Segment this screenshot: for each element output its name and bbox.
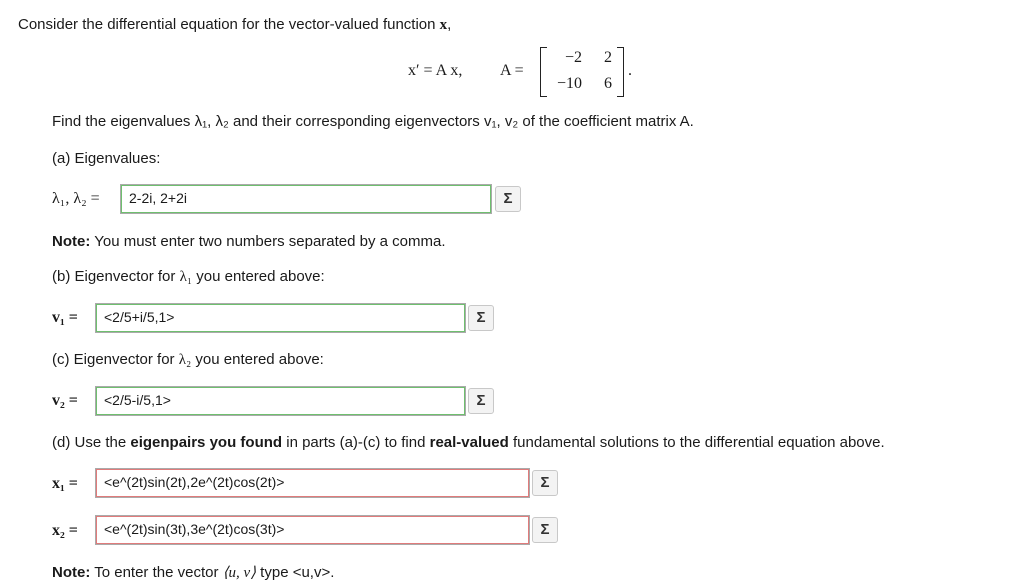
v1-label: v₁ = [52,309,78,326]
part-d-heading [52,434,885,451]
note-bold: Note: [52,233,91,250]
x1-input[interactable]: <e^(2t)sin(2t),2e^(2t)cos(2t)> [95,468,530,498]
x1-label: x₁ = [52,475,78,492]
matrix-cell-12: 2 [604,49,612,66]
intro-text [18,16,451,34]
heading-post: you entered above: [191,351,324,368]
matrix-right-bracket [617,47,624,97]
d-bold-2: real-valued [429,434,509,451]
d-text-2: in parts (a)-(c) to find [282,434,430,451]
part-a-heading: (a) Eigenvalues: [52,150,161,167]
v2-input[interactable]: <2/5-i/5,1> [95,386,466,416]
v2-label: v₂ = [52,392,78,409]
d-text-3: fundamental solutions to the differential equation above. [508,434,885,451]
intro-sentence: Consider the differential equation for the vector-valued function [18,16,436,33]
lambda-symbol: λ₁ [179,269,193,285]
note-text: You must enter two numbers separated by a comma. [90,233,446,250]
intro-comma: , [447,16,452,33]
sigma-icon[interactable]: Σ [495,186,521,212]
intro-variable: x [439,17,448,33]
vector-notation: ⟨u, v⟩ [222,565,257,581]
v1-input[interactable]: <2/5+i/5,1> [95,303,466,333]
task-text: Find the eigenvalues λ₁, λ₂ and their corresponding eigenvectors v₁, v₂ of the coefficient matrix A. [52,113,694,130]
sigma-icon[interactable]: Σ [532,517,558,543]
matrix-cell-22: 6 [604,75,612,92]
note-text: To enter the vector [90,564,223,581]
sigma-icon[interactable]: Σ [468,388,494,414]
matrix-cell-11: −2 [564,49,582,66]
sigma-icon[interactable]: Σ [468,305,494,331]
equation-lhs: x′ = A x, [408,62,463,79]
heading-pre: (c) Eigenvector for [52,351,179,368]
eigenvalues-input[interactable]: 2-2i, 2+2i [120,184,492,214]
heading-pre: (b) Eigenvector for [52,268,180,285]
eigenvalues-label: λ₁, λ₂ = [52,190,100,207]
heading-post: you entered above: [192,268,325,285]
d-text-1: (d) Use the [52,434,131,451]
equation-period: . [628,62,632,79]
d-bold-1: eigenpairs you found [130,434,283,451]
coefficient-matrix [540,47,624,97]
part-b-heading [52,268,325,286]
matrix-left-bracket [540,47,547,97]
x2-input[interactable]: <e^(2t)sin(3t),3e^(2t)cos(3t)> [95,515,530,545]
lambda-symbol: λ₂ [178,352,192,368]
matrix-cell-21: −10 [556,75,582,92]
part-a-note [52,233,446,250]
footer-note [52,563,334,582]
note-bold: Note: [52,564,91,581]
sigma-icon[interactable]: Σ [532,470,558,496]
part-c-heading [52,351,324,369]
x2-label: x₂ = [52,522,78,539]
equation-a-equals: A = [500,62,524,79]
note-text-2: type <u,v>. [256,564,335,581]
